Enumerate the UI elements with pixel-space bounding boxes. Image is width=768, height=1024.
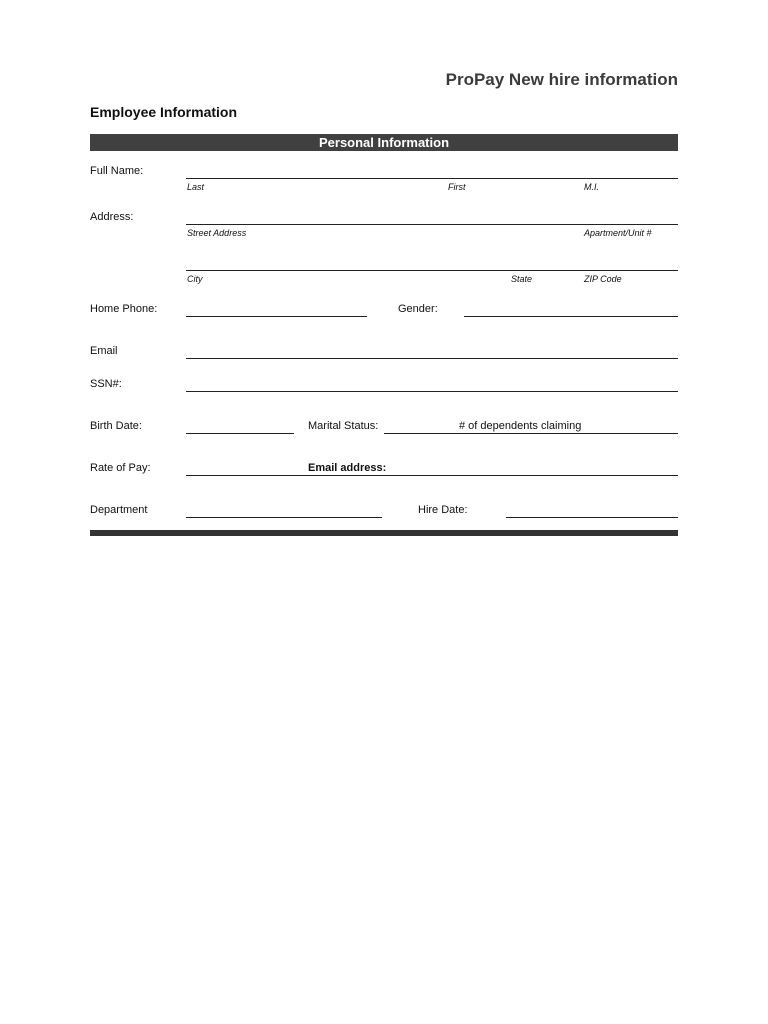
full-name-field[interactable] [186, 178, 678, 179]
birth-date-field[interactable] [186, 433, 294, 434]
section-title: Employee Information [90, 104, 238, 120]
zip-caption: ZIP Code [584, 274, 622, 284]
email-address-label: Email address: [308, 462, 387, 474]
department-label: Department [90, 504, 148, 516]
street-address-field[interactable] [186, 224, 678, 225]
marital-status-label: Marital Status: [308, 420, 379, 432]
rate-of-pay-label: Rate of Pay: [90, 462, 151, 474]
state-caption: State [511, 274, 533, 284]
department-field[interactable] [186, 517, 382, 518]
rate-of-pay-field[interactable] [186, 475, 678, 476]
section-divider [90, 530, 678, 536]
full-name-label: Full Name: [90, 165, 144, 177]
hire-date-field[interactable] [506, 517, 678, 518]
marital-status-field[interactable] [384, 433, 678, 434]
middle-initial-caption: M.I. [584, 182, 599, 192]
street-address-caption: Street Address [187, 228, 247, 238]
city-caption: City [187, 274, 203, 284]
home-phone-field[interactable] [186, 316, 367, 317]
apartment-caption: Apartment/Unit # [584, 228, 652, 238]
city-state-zip-field[interactable] [186, 270, 678, 271]
ssn-label: SSN#: [90, 378, 122, 390]
email-label: Email [90, 345, 118, 357]
birth-date-label: Birth Date: [90, 420, 142, 432]
hire-date-label: Hire Date: [418, 504, 468, 516]
first-name-caption: First [448, 182, 466, 192]
last-name-caption: Last [187, 182, 205, 192]
gender-label: Gender: [398, 303, 438, 315]
ssn-field[interactable] [186, 391, 678, 392]
dependents-label: # of dependents claiming [459, 420, 582, 432]
address-label: Address: [90, 211, 134, 223]
section-band-label: Personal Information [318, 135, 450, 150]
email-field[interactable] [186, 358, 678, 359]
gender-field[interactable] [464, 316, 678, 317]
home-phone-label: Home Phone: [90, 303, 158, 315]
document-title: ProPay New hire information [445, 70, 678, 89]
